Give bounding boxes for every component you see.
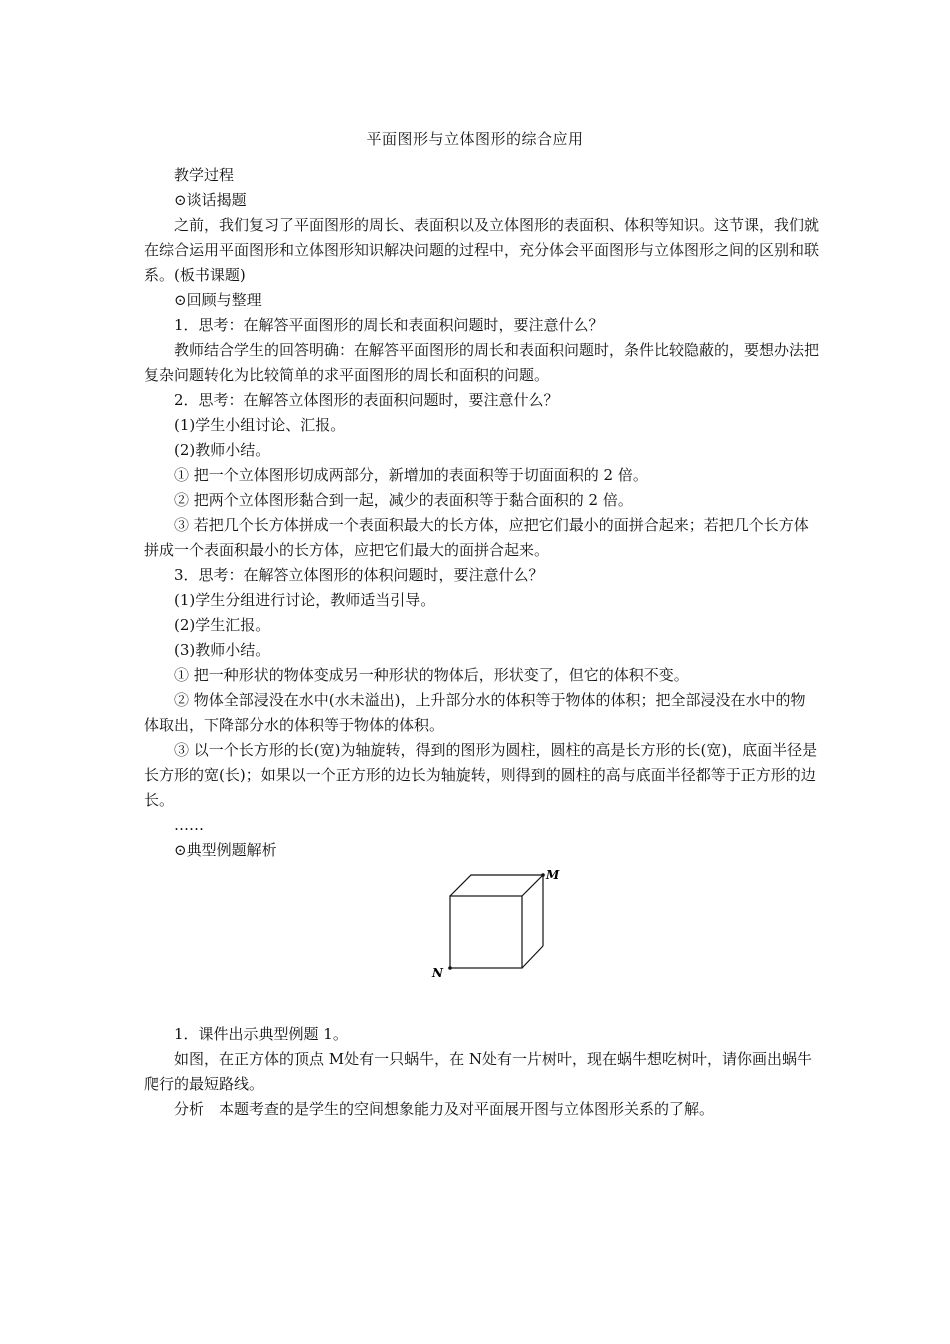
- list-item: ① 把一种形状的物体变成另一种形状的物体后，形状变了，但它的体积不变。: [174, 666, 689, 684]
- question-1: 1．思考：在解答平面图形的周长和表面积问题时，要注意什么？: [174, 316, 604, 334]
- vertex-m-point: [541, 873, 545, 877]
- section-heading-review: ⊙回顾与整理: [174, 291, 262, 309]
- list-item: (2)学生汇报。: [174, 616, 271, 634]
- paragraph-answer-1: 教师结合学生的回答明确：在解答平面图形的周长和表面积问题时，条件比较隐蔽的，要想办法把复杂问题转化为比较简单的求平面图形的周长和面积的问题。: [144, 341, 820, 384]
- list-item: ② 把两个立体图形黏合到一起，减少的表面积等于黏合面积的 2 倍。: [174, 491, 633, 509]
- label-m: M: [546, 868, 560, 882]
- paragraph-teaching-process: 教学过程: [174, 166, 235, 184]
- cube-top-face: [450, 875, 543, 896]
- page-title: 平面图形与立体图形的综合应用: [366, 130, 584, 148]
- list-item: (2)教师小结。: [174, 441, 271, 459]
- cube-diagram: [426, 864, 560, 1016]
- cube-right-bottom-edge: [522, 946, 543, 968]
- example-1-problem: 如图，在正方体的顶点 M处有一只蜗牛，在 N处有一片树叶，现在蜗牛想吃树叶，请你画出蜗牛爬行的最短路线。: [144, 1050, 813, 1093]
- vertex-n-point: [448, 966, 452, 970]
- cube-front-face: [450, 896, 522, 968]
- list-item: ③ 若把几个长方体拼成一个表面积最大的长方体，应把它们最小的面拼合起来；若把几个长方体拼成一个表面积最小的长方体，应把它们最大的面拼合起来。: [144, 516, 809, 559]
- paragraph-intro: 之前，我们复习了平面图形的周长、表面积以及立体图形的表面积、体积等知识。这节课，我们就在综合运用平面图形和立体图形知识解决问题的过程中，充分体会平面图形与立体图形之间的区别和联系。(板书课题): [144, 216, 820, 284]
- list-item: (3)教师小结。: [174, 641, 271, 659]
- list-item: (1)学生分组进行讨论，教师适当引导。: [174, 591, 436, 609]
- example-1-title: 1．课件出示典型例题 1。: [174, 1025, 348, 1043]
- question-3: 3．思考：在解答立体图形的体积问题时，要注意什么？: [174, 566, 544, 584]
- section-heading-intro: ⊙谈话揭题: [174, 191, 247, 209]
- cube-figure: [144, 864, 820, 1016]
- section-heading-examples: ⊙典型例题解析: [174, 841, 277, 859]
- label-n: N: [432, 966, 443, 980]
- ellipsis: ……: [174, 816, 204, 834]
- document-body: [144, 163, 820, 1122]
- list-item: ② 物体全部浸没在水中(水未溢出)，上升部分水的体积等于物体的体积；把全部浸没在水中的物体取出，下降部分水的体积等于物体的体积。: [144, 691, 806, 734]
- list-item: ① 把一个立体图形切成两部分，新增加的表面积等于切面面积的 2 倍。: [174, 466, 648, 484]
- list-item: (1)学生小组讨论、汇报。: [174, 416, 346, 434]
- list-item: ③ 以一个长方形的长(宽)为轴旋转，得到的图形为圆柱，圆柱的高是长方形的长(宽)，底面半径是长方形的宽(长)；如果以一个正方形的边长为轴旋转，则得到的圆柱的高与底面半径都等于正方形的边长。: [144, 741, 818, 809]
- question-2: 2．思考：在解答立体图形的表面积问题时，要注意什么？: [174, 391, 559, 409]
- example-1-analysis: 分析 本题考查的是学生的空间想象能力及对平面展开图与立体图形关系的了解。: [174, 1100, 715, 1118]
